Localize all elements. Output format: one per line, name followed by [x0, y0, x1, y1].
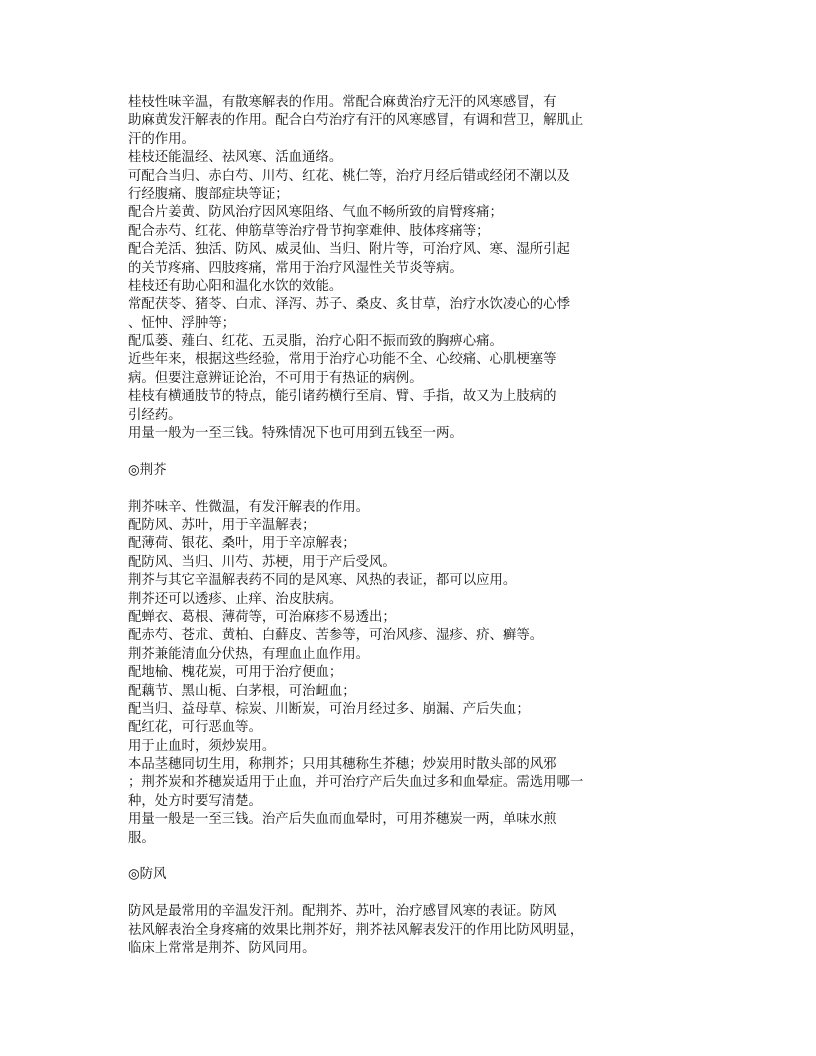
text-line: 用量一般是一至三钱。治产后失血而血晕时，可用芥穗炭一两，单味水煎	[128, 812, 557, 828]
text-line: 配红花，可行恶血等。	[128, 720, 262, 736]
text-line: 桂枝还能温经、祛风寒、活血通络。	[128, 150, 343, 166]
blank-line	[128, 885, 618, 903]
text-line: 配藕节、黑山栀、白茅根，可治衄血；	[128, 683, 356, 699]
text-line: 用于止血时，须炒炭用。	[128, 738, 276, 754]
text-line: 配薄荷、银花、桑叶，用于辛凉解表；	[128, 536, 356, 552]
text-line: 病。但要注意辨证论治，不可用于有热证的病例。	[128, 370, 423, 386]
text-line: ；荆芥炭和芥穗炭适用于止血，并可治疗产后失血过多和血晕症。需选用哪一	[128, 775, 584, 791]
text-line: 祛风解表治全身疼痛的效果比荆芥好，荆芥祛风解表发汗的作用比防风明显，	[128, 922, 584, 938]
text-line: 配蝉衣、葛根、薄荷等，可治麻疹不易透出；	[128, 609, 396, 625]
blank-line	[128, 443, 618, 461]
text-line: 防风是最常用的辛温发汗剂。配荆芥、苏叶，治疗感冒风寒的表证。防风	[128, 904, 557, 920]
text-line: 配当归、益母草、棕炭、川断炭，可治月经过多、崩漏、产后失血；	[128, 701, 530, 717]
text-line: 的关节疼痛、四肢疼痛，常用于治疗风湿性关节炎等病。	[128, 260, 463, 276]
text-line: 引经药。	[128, 407, 182, 423]
text-line: 近些年来，根据这些经验，常用于治疗心功能不全、心绞痛、心肌梗塞等	[128, 352, 557, 368]
text-line: 桂枝性味辛温，有散寒解表的作用。常配合麻黄治疗无汗的风寒感冒，有	[128, 95, 557, 110]
text-line: 可配合当归、赤白芍、川芍、红花、桃仁等，治疗月经后错或经闭不潮以及	[128, 168, 570, 184]
text-line: 配合羌活、独活、防风、威灵仙、当归、附片等，可治疗风、寒、湿所引起	[128, 242, 570, 258]
text-line: 配防风、苏叶，用于辛温解表；	[128, 517, 316, 533]
text-line: 配瓜蒌、薤白、红花、五灵脂，治疗心阳不振而致的胸痹心痛。	[128, 334, 503, 350]
text-line: 种，处方时要写清楚。	[128, 793, 262, 809]
text-line: 配地榆、槐花炭，可用于治疗便血；	[128, 665, 343, 681]
text-line: 桂枝有横通肢节的特点，能引诸药横行至肩、臂、手指，故又为上肢病的	[128, 389, 557, 405]
text-line: 荆芥味辛、性微温，有发汗解表的作用。	[128, 499, 370, 515]
text-line: 常配茯苓、猪苓、白朮、泽泻、苏子、桑皮、炙甘草，治疗水饮凌心的心悸	[128, 297, 570, 313]
text-line: 行经腹痛、腹部症块等证；	[128, 186, 289, 202]
section-heading: ◎荆芥	[128, 462, 167, 478]
text-line: 荆芥兼能清血分伏热，有理血止血作用。	[128, 646, 370, 662]
text-line: 服。	[128, 830, 155, 846]
text-line: 桂枝还有助心阳和温化水饮的效能。	[128, 278, 343, 294]
text-line: 用量一般为一至三钱。特殊情况下也可用到五钱至一两。	[128, 426, 463, 442]
text-line: 配合片姜黄、防风治疗因风寒阻络、气血不畅所致的肩臂疼痛；	[128, 205, 503, 221]
text-line: 荆芥还可以透疹、止痒、治皮肤病。	[128, 591, 343, 607]
text-line: 配赤芍、苍朮、黄柏、白蘚皮、苦参等，可治风疹、湿疹、疥、癣等。	[128, 628, 544, 644]
text-line: 荆芥与其它辛温解表药不同的是风寒、风热的表证，都可以应用。	[128, 573, 517, 589]
blank-line	[128, 848, 618, 866]
text-line: 配防风、当归、川芍、苏梗，用于产后受风。	[128, 554, 396, 570]
text-line: 、怔忡、浮肿等；	[128, 315, 236, 331]
text-line: 汗的作用。	[128, 131, 195, 147]
text-line: 本品茎穗同切生用，称荆芥；只用其穗称生芥穗；炒炭用时散头部的风邪	[128, 757, 557, 773]
section-heading: ◎防风	[128, 867, 167, 883]
document-body	[128, 94, 618, 958]
text-line: 助麻黄发汗解表的作用。配合白芍治疗有汗的风寒感冒，有调和营卫，解肌止	[128, 113, 584, 129]
text-line: 配合赤芍、红花、伸筋草等治疗骨节拘挛难伸、肢体疼痛等；	[128, 223, 490, 239]
blank-line	[128, 480, 618, 498]
text-line: 临床上常常是荆芥、防风同用。	[128, 940, 316, 956]
